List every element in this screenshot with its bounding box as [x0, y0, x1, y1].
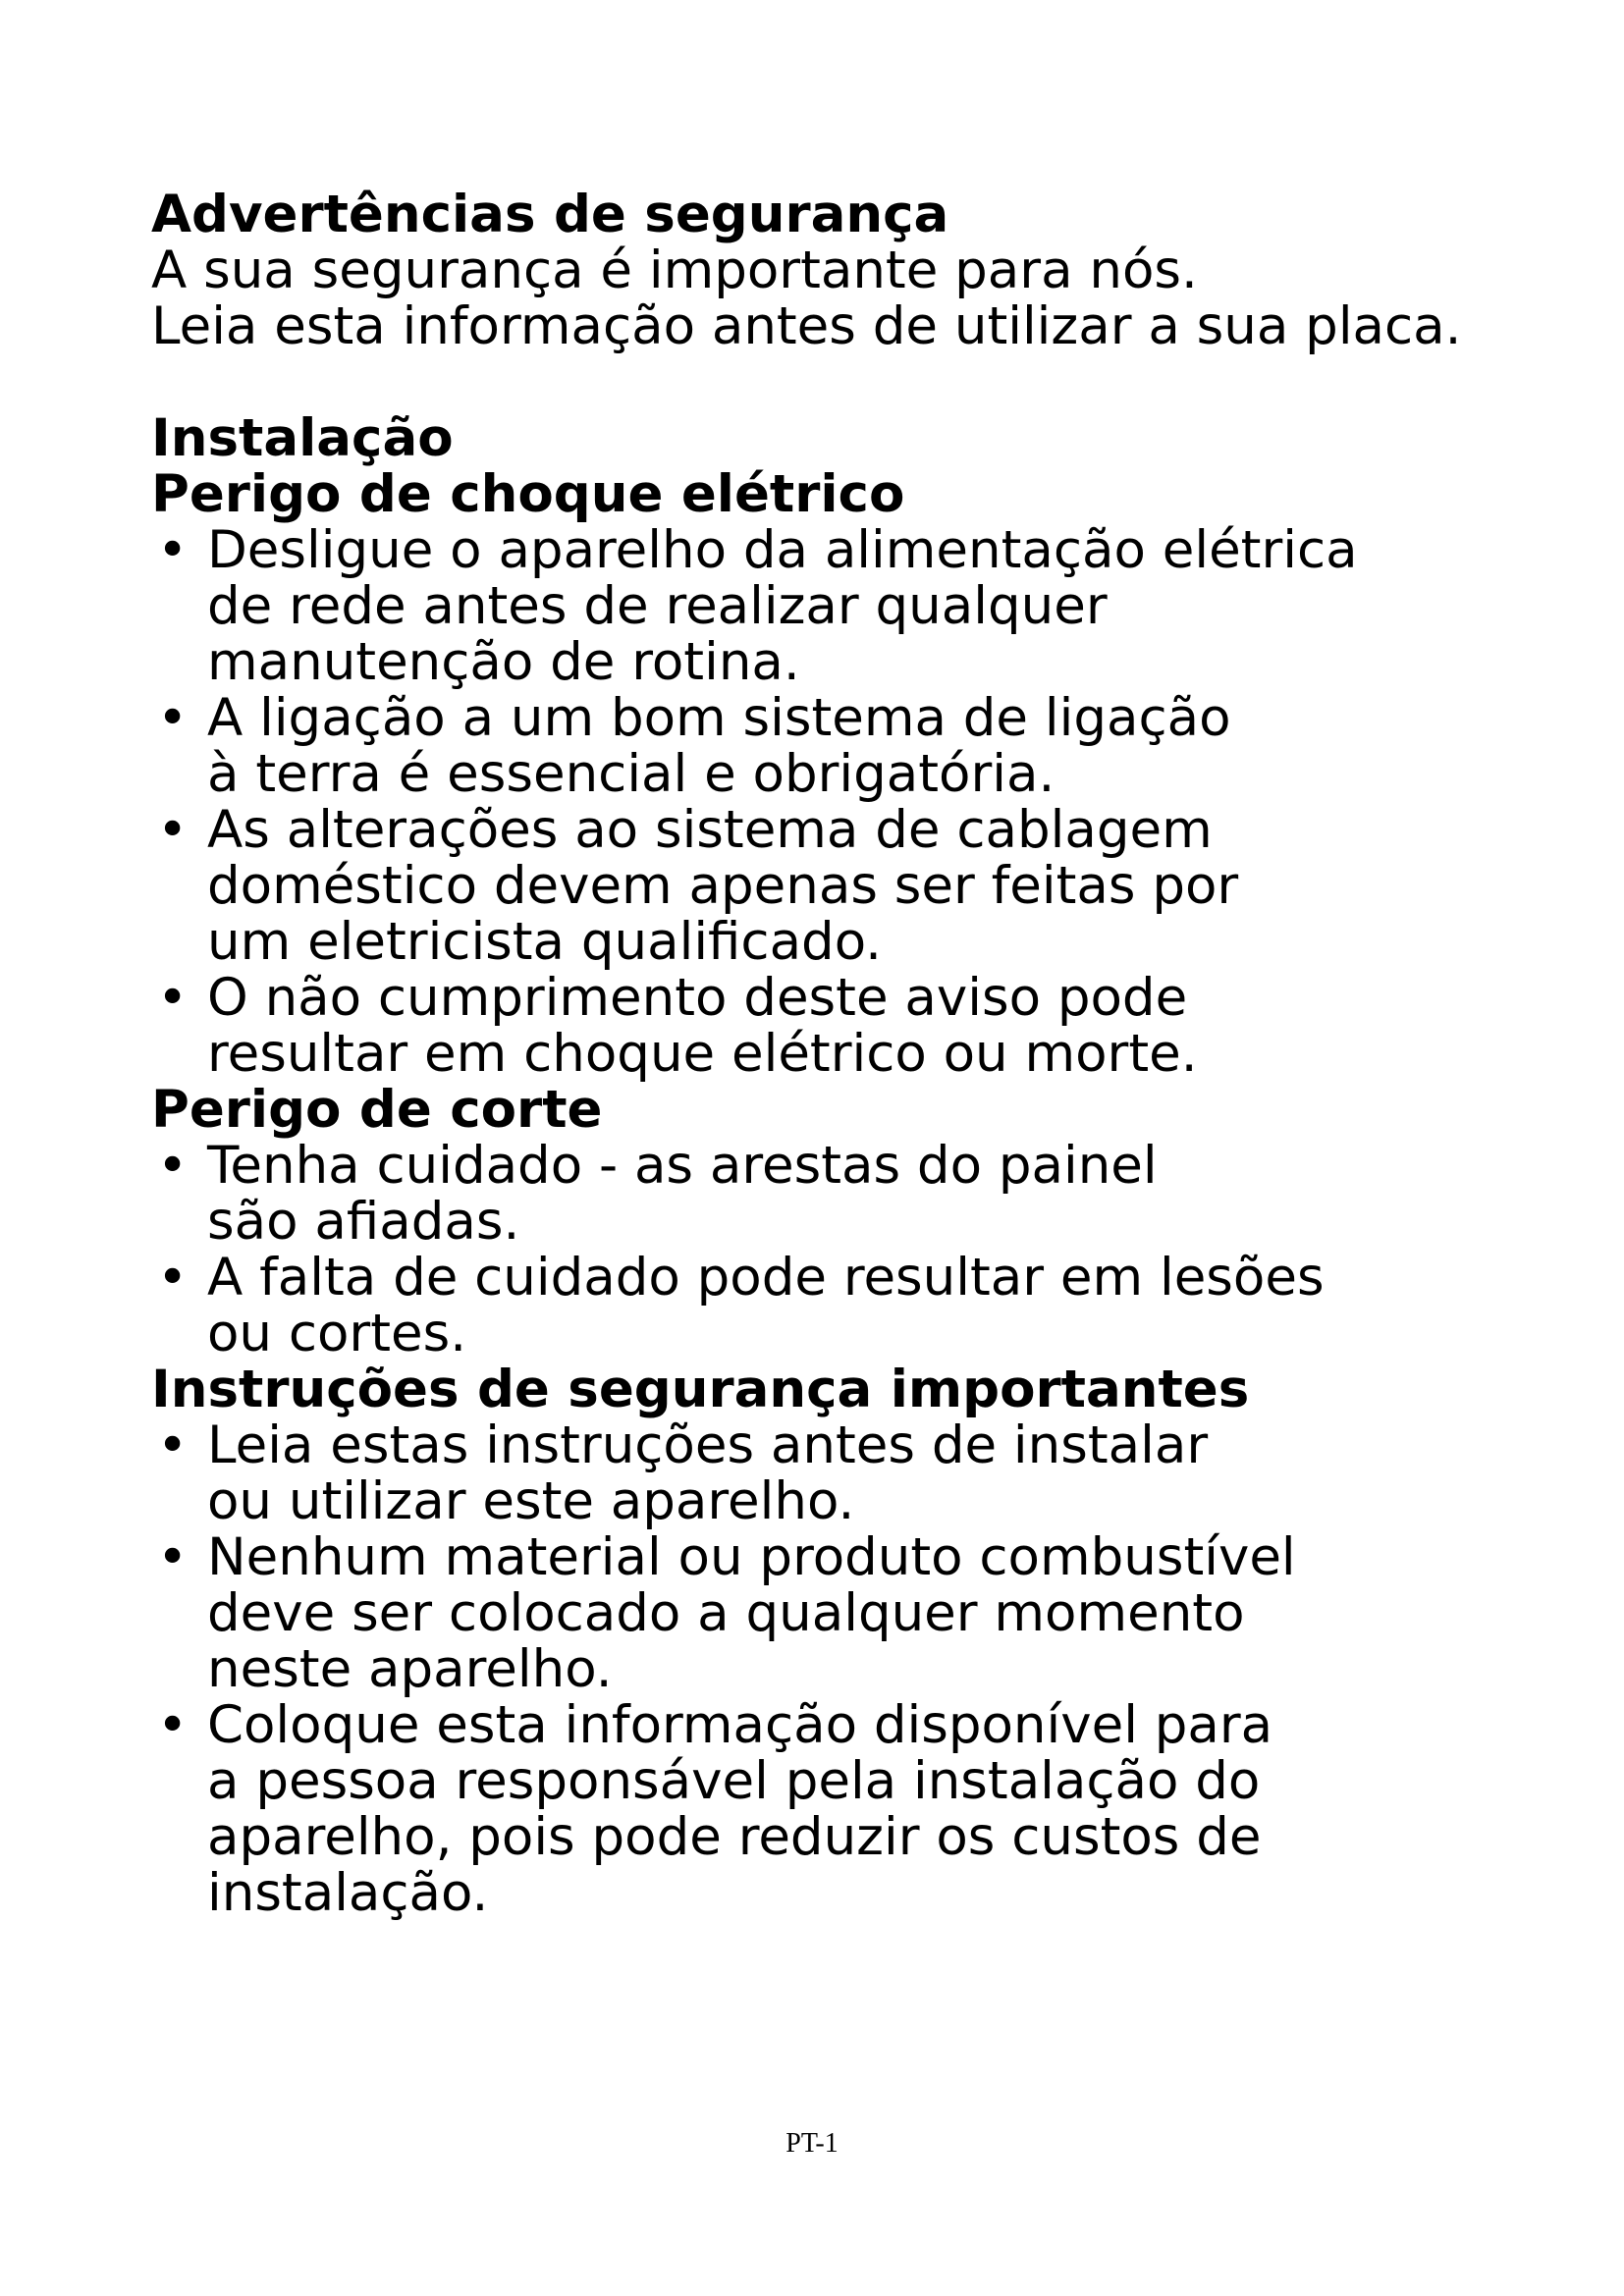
bullet-icon: • — [157, 1136, 189, 1196]
bullet-icon: • — [157, 688, 189, 748]
bullet-list — [151, 1138, 1545, 1362]
bullet-item — [151, 690, 1545, 802]
bullet-text-line: a pessoa responsável pela instalação do — [207, 1751, 1261, 1811]
bullet-text-line: A falta de cuidado pode resultar em lesões — [207, 1248, 1325, 1308]
bullet-item — [151, 802, 1545, 970]
bullet-text-line: resultar em choque elétrico ou morte. — [207, 1024, 1198, 1084]
bullet-icon: • — [157, 1527, 189, 1587]
bullet-list — [151, 1417, 1545, 1921]
bullet-item — [151, 1138, 1545, 1250]
bullet-text-line: As alterações ao sistema de cablagem — [207, 800, 1213, 860]
intro-line: Leia esta informação antes de utilizar a sua placa. — [151, 296, 1462, 356]
bullet-item — [151, 970, 1545, 1082]
bullet-icon: • — [157, 1695, 189, 1755]
page-number: PT-1 — [785, 2128, 839, 2159]
bullet-item — [151, 1697, 1545, 1921]
bullet-text-line: Leia estas instruções antes de instalar — [207, 1415, 1209, 1475]
bullet-icon: • — [157, 968, 189, 1028]
bullet-item — [151, 1417, 1545, 1529]
bullet-icon: • — [157, 800, 189, 860]
bullet-text-line: neste aparelho. — [207, 1639, 613, 1699]
bullet-icon: • — [157, 520, 189, 580]
bullet-text-line: Desligue o aparelho da alimentação elétrica — [207, 520, 1358, 580]
document-title: Advertências de segurança — [151, 185, 949, 244]
bullet-text-line: deve ser colocado a qualquer momento — [207, 1583, 1245, 1643]
document-body — [151, 187, 1545, 1921]
bullet-text-line: de rede antes de realizar qualquer — [207, 576, 1108, 636]
bullet-item — [151, 1250, 1545, 1362]
bullet-text-line: Tenha cuidado - as arestas do painel — [207, 1136, 1158, 1196]
bullet-icon: • — [157, 1415, 189, 1475]
bullet-text-line: Coloque esta informação disponível para — [207, 1695, 1273, 1755]
bullet-text-line: O não cumprimento deste aviso pode — [207, 968, 1188, 1028]
bullet-item — [151, 522, 1545, 690]
section-heading: Instalação — [151, 408, 454, 468]
bullet-text-line: um eletricista qualificado. — [207, 912, 883, 972]
bullet-text-line: instalação. — [207, 1863, 489, 1923]
bullet-text-line: são afiadas. — [207, 1192, 520, 1252]
bullet-text-line: ou utilizar este aparelho. — [207, 1471, 855, 1531]
bullet-text-line: doméstico devem apenas ser feitas por — [207, 856, 1239, 916]
bullet-item — [151, 1529, 1545, 1697]
bullet-text-line: aparelho, pois pode reduzir os custos de — [207, 1807, 1262, 1867]
group-heading: Perigo de corte — [151, 1080, 603, 1140]
bullet-icon: • — [157, 1248, 189, 1308]
spacer — [151, 354, 1545, 410]
bullet-text-line: à terra é essencial e obrigatória. — [207, 744, 1056, 804]
group-heading: Instruções de segurança importantes — [151, 1360, 1250, 1419]
intro-line: A sua segurança é importante para nós. — [151, 240, 1198, 300]
bullet-list — [151, 522, 1545, 1082]
bullet-text-line: Nenhum material ou produto combustível — [207, 1527, 1296, 1587]
bullet-text-line: ou cortes. — [207, 1304, 467, 1363]
group-heading: Perigo de choque elétrico — [151, 464, 905, 524]
bullet-text-line: manutenção de rotina. — [207, 632, 800, 692]
bullet-text-line: A ligação a um bom sistema de ligação — [207, 688, 1231, 748]
